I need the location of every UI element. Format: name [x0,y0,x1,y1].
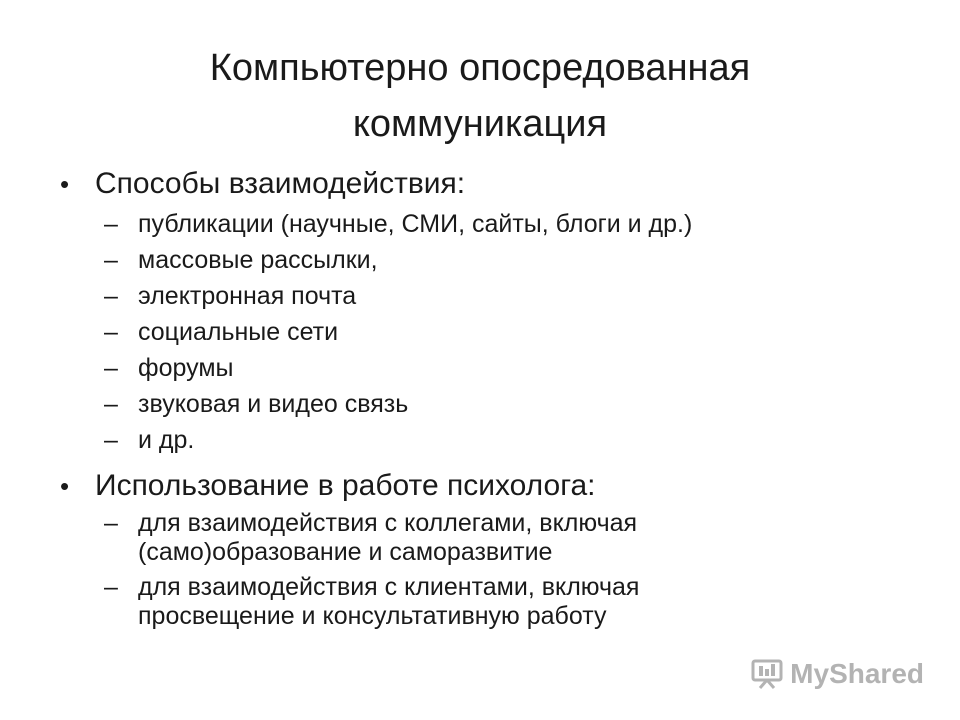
dash-icon: – [104,509,118,537]
list-item-text: социальные сети [138,318,339,346]
dash-icon: – [104,246,118,274]
list-item [60,509,910,567]
interaction-methods-list [60,206,910,458]
dash-icon: – [104,426,118,454]
list-item-line-2: (само)образование и саморазвитие [138,538,553,566]
list-item-line-1: для взаимодействия с коллегами, включая [138,509,638,537]
bullet-psychologist-use [60,468,910,504]
bullet-icon: • [60,169,70,199]
dash-icon: – [104,282,118,310]
watermark-text: MyShared [790,658,924,689]
bullet-interaction-methods [60,166,910,202]
list-item-text: звуковая и видео связь [138,390,409,418]
list-item [60,314,910,350]
list-item-text: публикации (научные, СМИ, сайты, блоги и др.) [138,210,693,238]
list-item-text: и др. [138,426,195,454]
list-item [60,206,910,242]
list-item-text: массовые рассылки, [138,246,378,274]
slide-title [80,40,880,152]
slide-title-line-1: Компьютерно опосредованная [209,47,751,89]
list-item-line-1: для взаимодействия с клиентами, включая [138,573,640,601]
list-item [60,422,910,458]
list-item [60,278,910,314]
bullet-heading: Способы взаимодействия: [95,167,466,200]
list-item [60,242,910,278]
dash-icon: – [104,354,118,382]
list-item [60,386,910,422]
dash-icon: – [104,390,118,418]
myshared-watermark [750,658,924,690]
presentation-board-icon [750,658,784,690]
list-item-line-2: просвещение и консультативную работу [138,602,607,630]
bullet-heading: Использование в работе психолога: [95,469,596,502]
slide-content [60,166,910,641]
dash-icon: – [104,573,118,601]
list-item [60,573,910,631]
psychologist-use-list [60,509,910,631]
list-item [60,350,910,386]
list-item-text: форумы [138,354,234,382]
bullet-icon: • [60,471,70,501]
dash-icon: – [104,210,118,238]
slide-title-line-2: коммуникация [352,103,608,145]
list-item-text: электронная почта [138,282,357,310]
dash-icon: – [104,318,118,346]
